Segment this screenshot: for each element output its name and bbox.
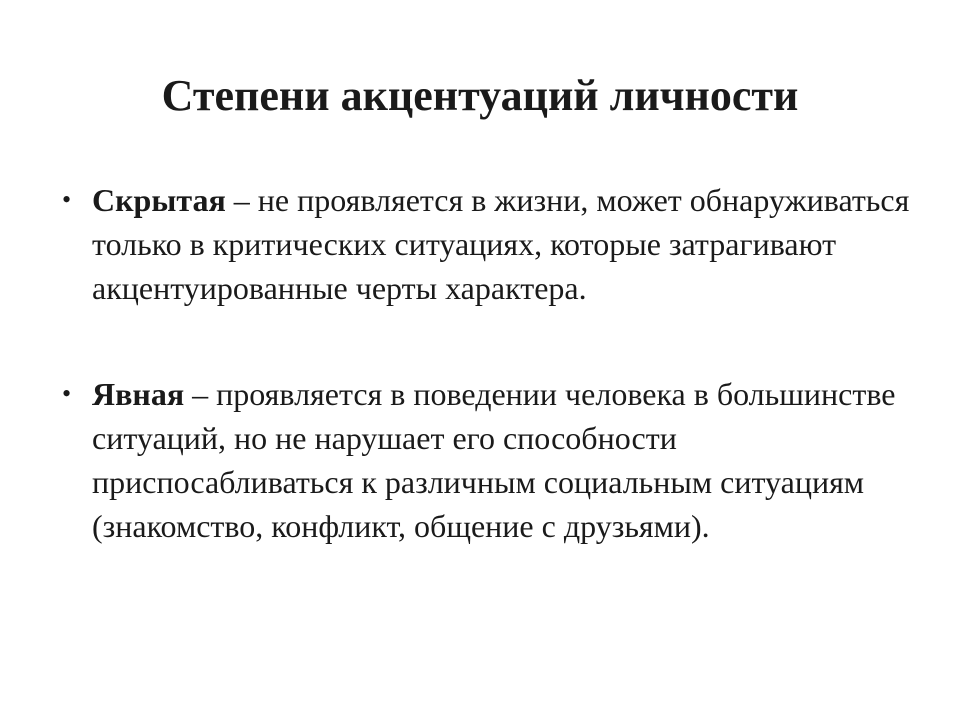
- bullet-text: – не проявляется в жизни, может обнаруживаться только в критических ситуациях, которые затрагивают акцентуированные черты характера.: [92, 182, 910, 306]
- bullet-text: – проявляется в поведении человека в большинстве ситуаций, но не нарушает его способности приспосабливаться к различным социальным ситуациям (знакомство, конфликт, общение с друзьями).: [92, 376, 896, 544]
- bullet-item-hidden: [56, 178, 916, 310]
- bullet-dot-icon: •: [62, 379, 72, 408]
- bullet-list: [56, 178, 916, 548]
- bullet-term: Явная: [92, 376, 185, 412]
- bullet-item-explicit: [56, 372, 916, 548]
- slide-title: Степени акцентуаций личности: [161, 71, 799, 120]
- bullet-dot-icon: •: [62, 185, 72, 214]
- bullet-term: Скрытая: [92, 182, 226, 218]
